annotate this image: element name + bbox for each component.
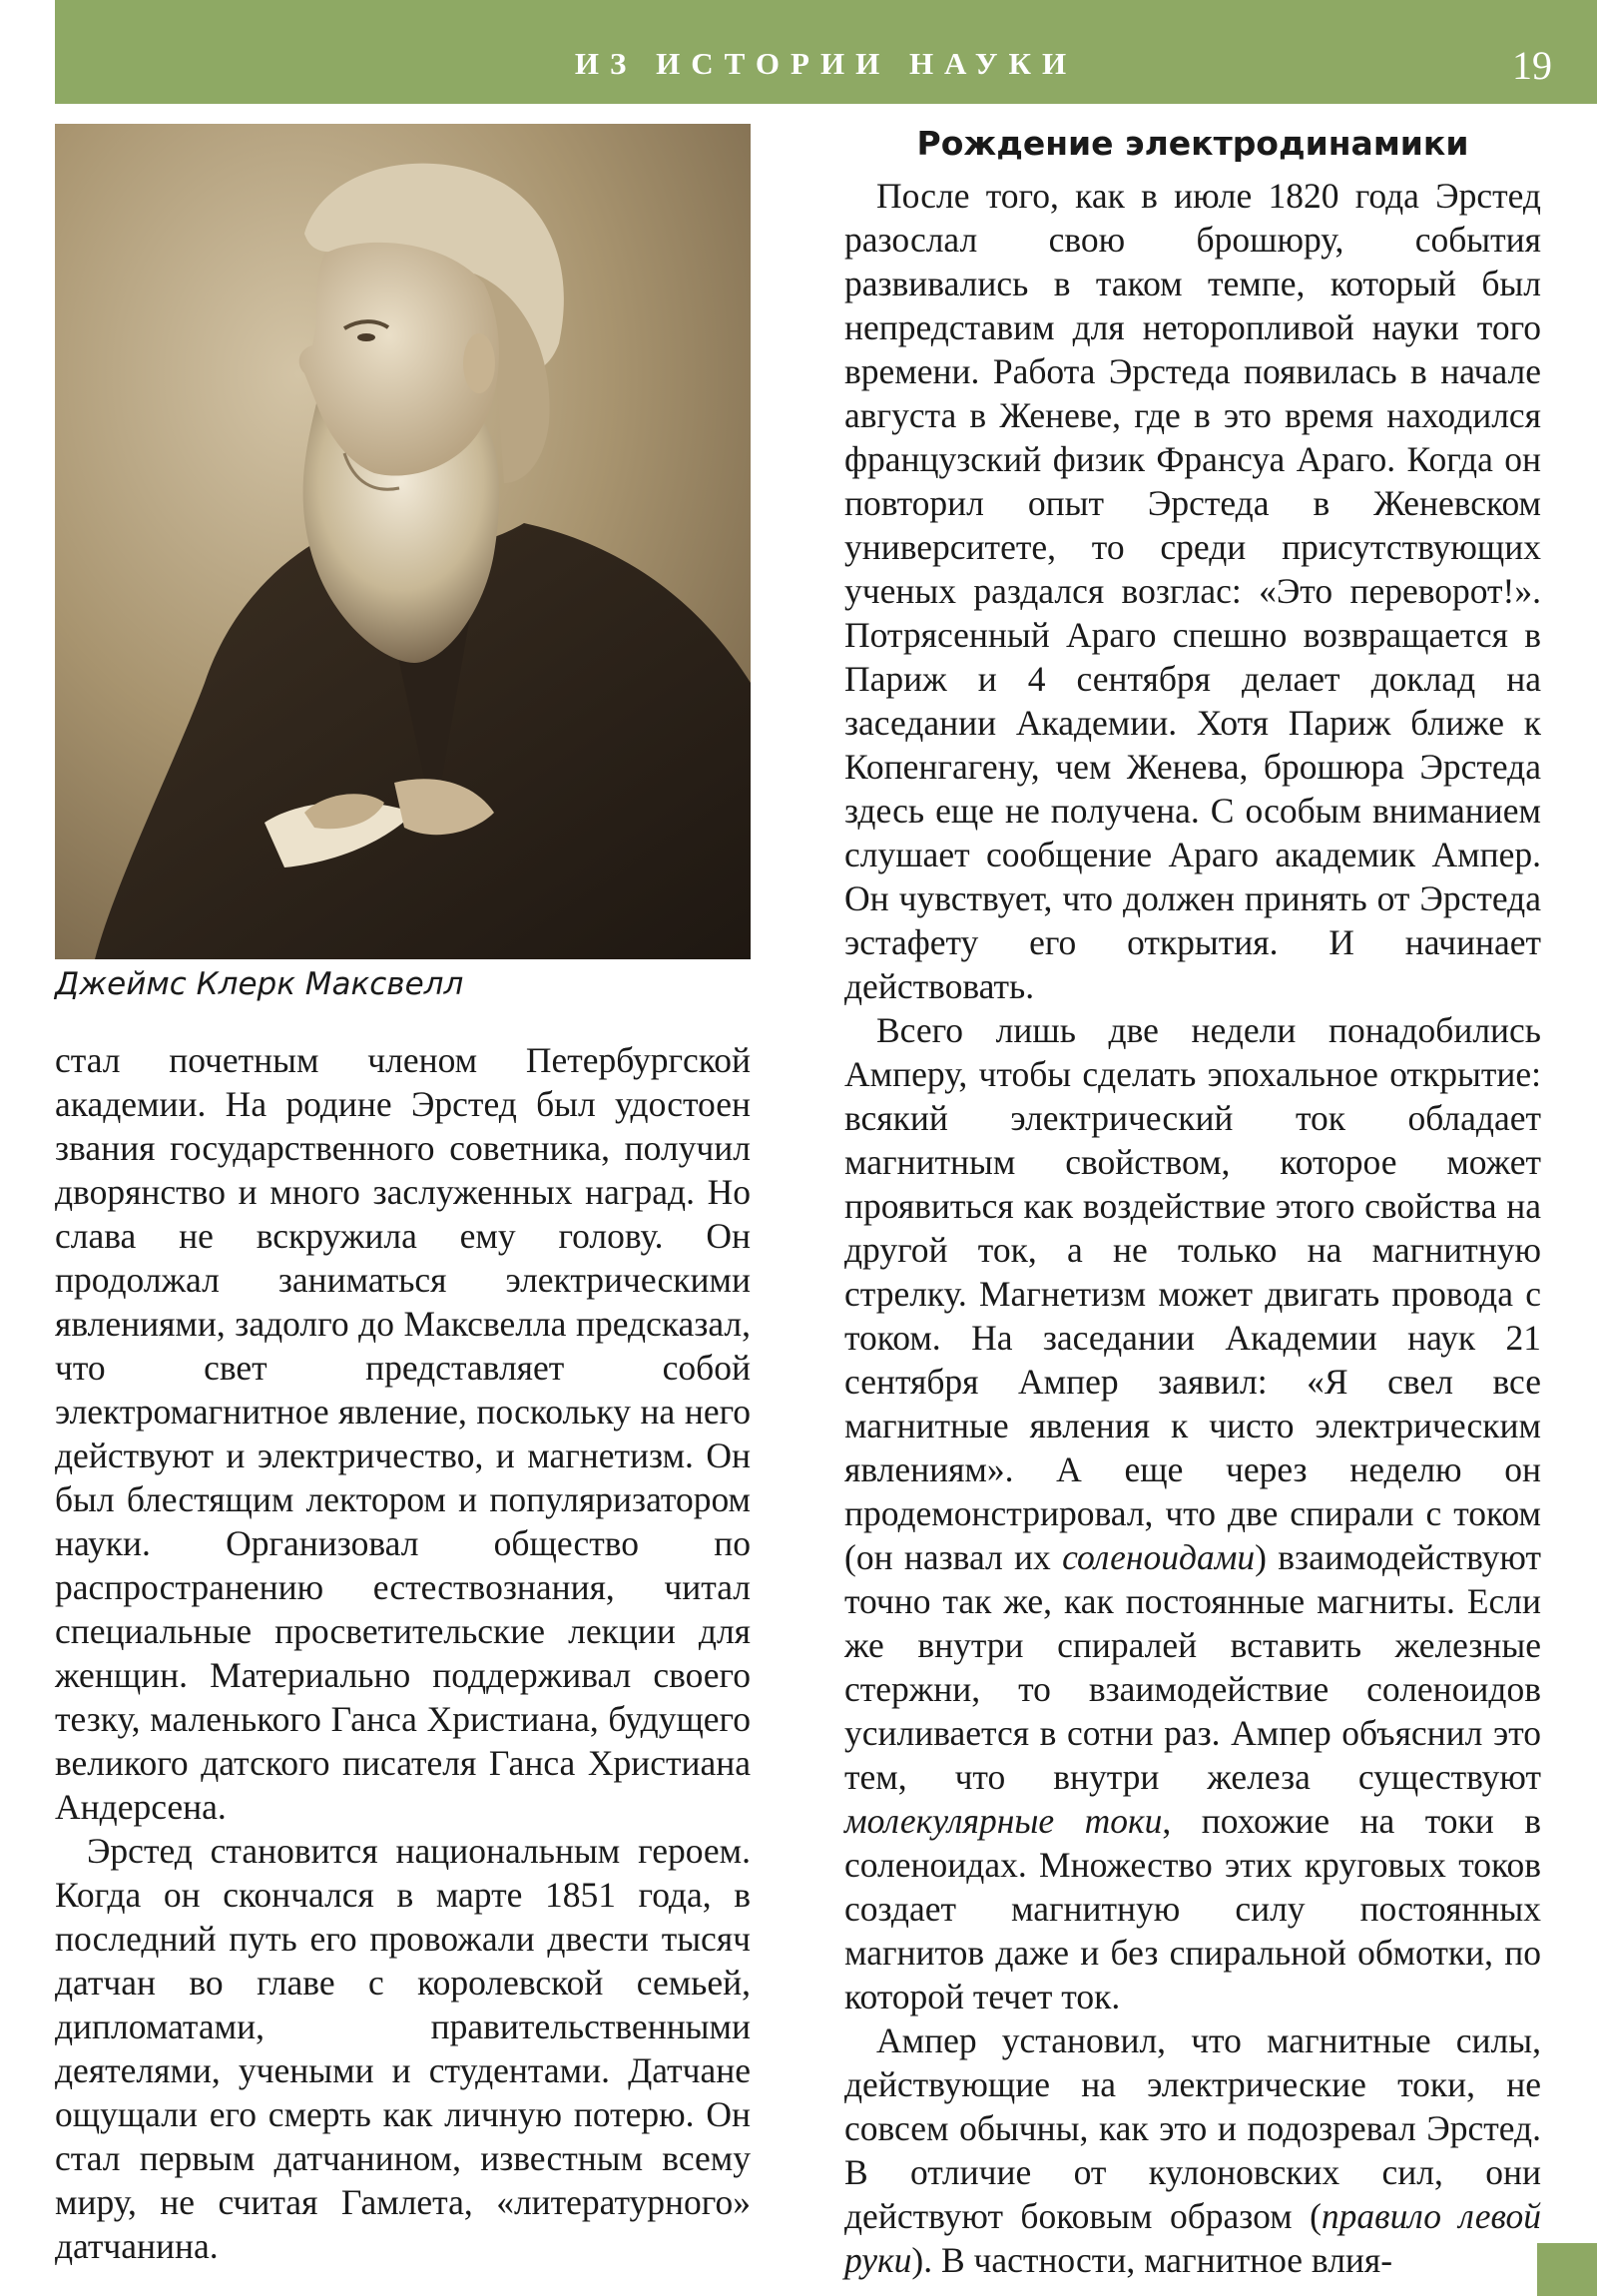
right-column: [844, 124, 1541, 2282]
page-number: 19: [1512, 43, 1552, 88]
body-paragraph: [844, 1008, 1541, 2018]
figure-caption: Джеймс Клерк Максвелл: [55, 966, 464, 1002]
left-column: [55, 1038, 751, 2268]
text-run: ). В частности, магнитное влия-: [911, 2240, 1393, 2280]
text-run: Ампер установил, что магнитные силы, действующие на электрические токи, не совсем обычны, как это и подозревал Эрстед. В отличие от кулоновских сил, они действуют боковым образом (: [844, 2020, 1541, 2236]
emphasized-term: правило левой руки: [844, 2196, 1541, 2280]
emphasized-term: молекулярные токи: [844, 1801, 1163, 1841]
body-paragraph: стал почетным членом Петербургской академии. На родине Эрстед был удостоен звания государственного советника, получил дворянство и много заслуженных наград. Но слава не вскружила ему голову. Он продолжал заниматься электрическими явлениями, задолго до Максвелла предсказал, что свет представляет собой электромагнитное явление, поскольку на него действуют и электричество, и магнетизм. Он был блестящим лектором и популяризатором науки. Организовал общество по распространению естествознания, читал специальные просветительские лекции для женщин. Материально поддерживал своего тезку, маленького Ганса Христиана, будущего великого датского писателя Ганса Христиана Андерсена.: [55, 1040, 751, 1827]
text-run: Всего лишь две недели понадобились Амперу, чтобы сделать эпохальное открытие: всякий электрический ток обладает магнитным свойством, которое может проявиться как воздействие этого свойства на другой ток, а не только на магнитную стрелку. Магнетизм может двигать провода с током. На заседании Академии наук 21 сентября Ампер заявил: «Я свел все магнитные явления к чисто электрическим явлениям». А еще через неделю он продемонстрировал, что две спирали с током (он назвал их: [844, 1010, 1541, 1577]
body-paragraph: После того, как в июле 1820 года Эрстед разослал свою брошюру, события развивались в таком темпе, который был непредставим для неторопливой науки того времени. Работа Эрстеда появилась в начале августа в Женеве, где в это время находился французский физик Франсуа Араго. Когда он повторил опыт Эрстеда в Женевском университете, то среди присутствующих ученых раздался возглас: «Это переворот!». Потрясенный Араго спешно возвращается в Париж и 4 сентября делает доклад на заседании Академии. Хотя Париж ближе к Копенгагену, чем Женева, брошюра Эрстеда здесь еще не получена. С особым вниманием слушает сообщение Араго академик Ампер. Он чувствует, что должен принять от Эрстеда эстафету его открытия. И начинает действовать.: [844, 176, 1541, 1006]
article-title: Рождение электродинамики: [916, 124, 1469, 163]
portrait-image: [55, 124, 751, 959]
text-run: ) взаимодействуют точно так же, как постоянные магниты. Если же внутри спиралей вставить железные стержни, то взаимодействие соленоидов усиливается в сотни раз. Ампер объяснил это тем, что внутри железа существуют: [844, 1537, 1541, 1797]
body-paragraph: Эрстед становится национальным героем. Когда он скончался в марте 1851 года, в последний путь его провожали двести тысяч датчан во главе с королевской семьей, дипломатами, правительственными деятелями, учеными и студентами. Датчане ощущали его смерть как личную потерю. Он стал первым датчанином, известным всему миру, не считая Гамлета, «литературного» датчанина.: [55, 1831, 751, 2266]
body-paragraph: [844, 2018, 1541, 2282]
emphasized-term: соленоидами: [1062, 1537, 1256, 1577]
section-header-bar: [55, 0, 1597, 104]
section-title: ИЗ ИСТОРИИ НАУКИ: [574, 46, 1078, 81]
corner-accent-block: [1537, 2243, 1597, 2296]
portrait-illustration: [55, 124, 751, 959]
text-run: , похожие на токи в соленоидах. Множество этих круговых токов создает магнитную силу постоянных магнитов даже и без спиральной обмотки, по которой течет ток.: [844, 1801, 1542, 2016]
